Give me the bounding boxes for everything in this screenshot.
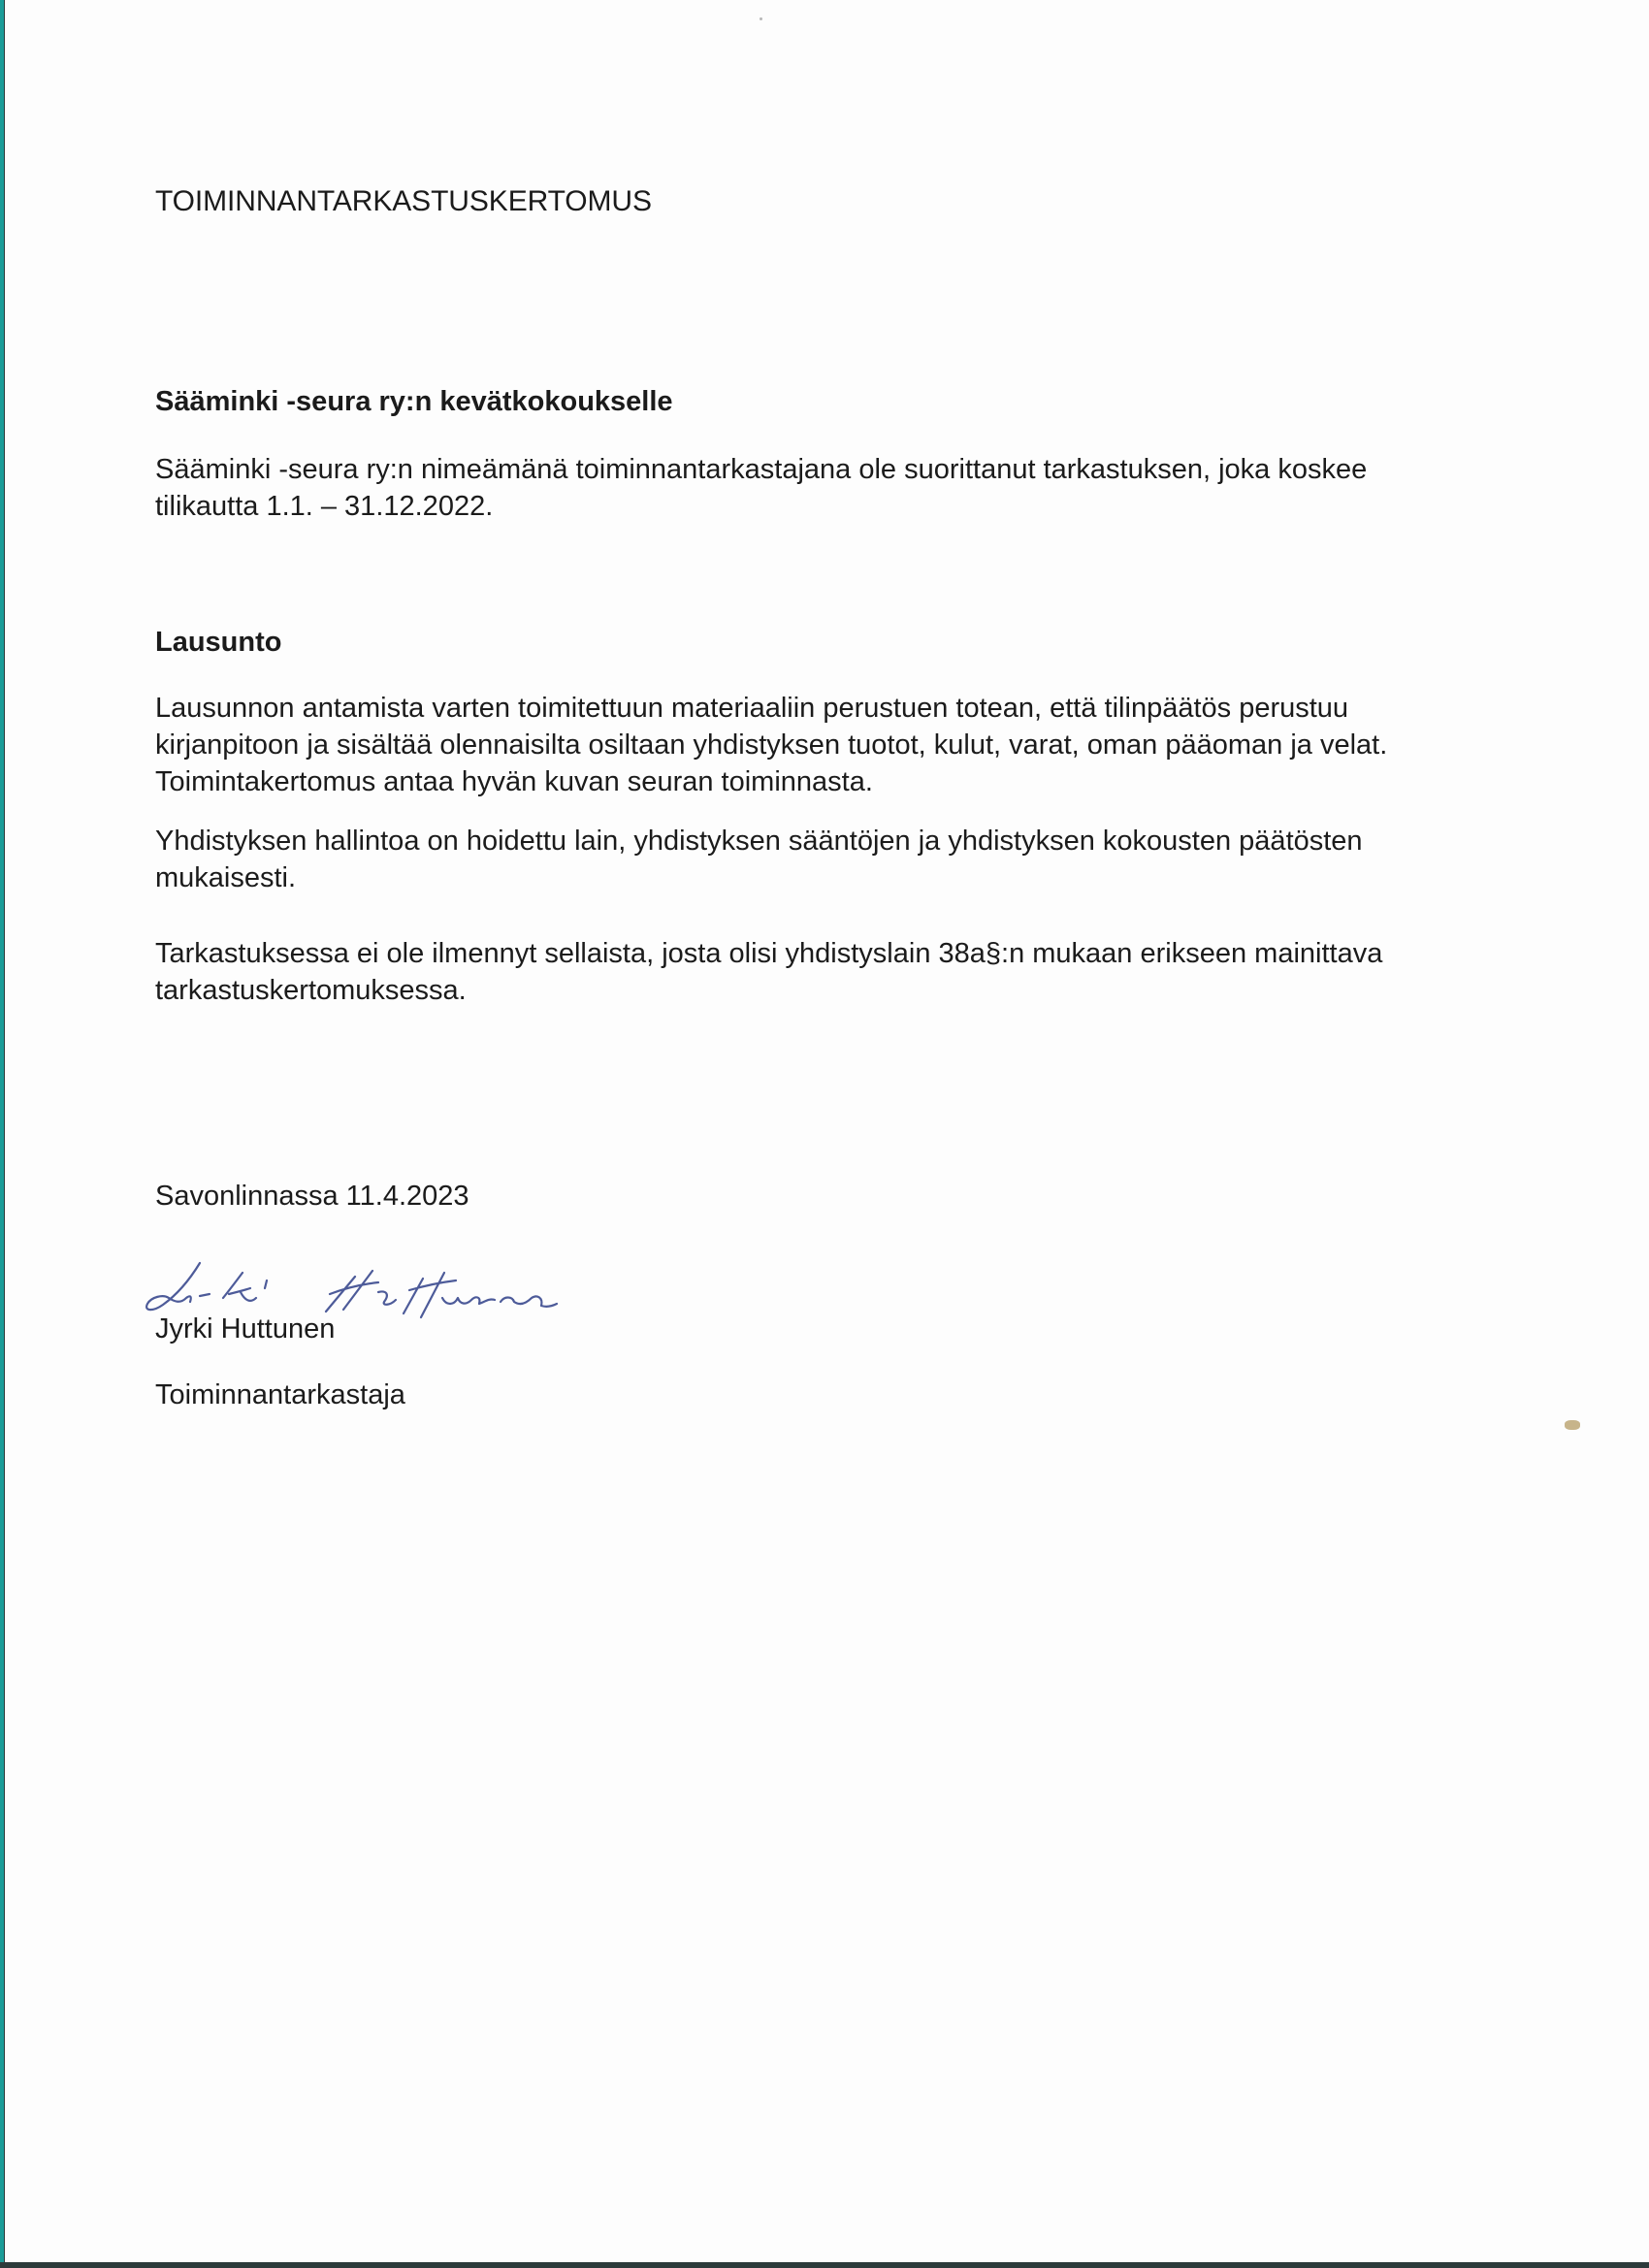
scan-edge-bottom: [0, 2262, 1649, 2268]
scan-edge-left: [0, 0, 5, 2268]
paragraph-line: tilikautta 1.1. – 31.12.2022.: [155, 491, 494, 522]
signature-stroke: [223, 1273, 256, 1301]
paragraph-line: mukaisesti.: [155, 862, 297, 893]
signature-stroke: [200, 1294, 210, 1296]
signature-stroke: [378, 1291, 396, 1304]
findings-paragraph: [155, 935, 1513, 1009]
paragraph-line: kirjanpitoon ja sisältää olennaisilta osiltaan yhdistyksen tuotot, kulut, varat, oman pääoman ja velat.: [155, 729, 1388, 761]
paragraph-line: Toimintakertomus antaa hyvän kuvan seuran toiminnasta.: [155, 766, 873, 797]
signature-stroke: [326, 1271, 378, 1312]
signer-name: Jyrki Huttunen: [155, 1313, 336, 1345]
paragraph-line: Lausunnon antamista varten toimitettuun materiaaliin perustuen totean, että tilinpäätös perustuu: [155, 693, 1349, 724]
signature-stroke: [146, 1263, 200, 1310]
signature-stroke: [501, 1296, 557, 1306]
intro-paragraph: [155, 451, 1513, 525]
document-title: TOIMINNANTARKASTUSKERTOMUS: [155, 185, 652, 217]
statement-paragraph: [155, 690, 1513, 800]
paragraph-line: Tarkastuksessa ei ole ilmennyt sellaista, josta olisi yhdistyslain 38a§:n mukaan erikseen mainittava: [155, 938, 1383, 969]
signature-stroke: [442, 1297, 495, 1304]
paper-speck: [1565, 1420, 1580, 1430]
paragraph-line: Sääminki -seura ry:n nimeämänä toiminnantarkastajana ole suorittanut tarkastuksen, joka koskee: [155, 454, 1368, 485]
recipient-heading: Sääminki -seura ry:n kevätkokoukselle: [155, 386, 673, 417]
paper-speck: [760, 17, 762, 20]
paragraph-line: tarkastuskertomuksessa.: [155, 975, 467, 1006]
signature-stroke: [265, 1280, 267, 1288]
place-and-date: Savonlinnassa 11.4.2023: [155, 1181, 469, 1212]
signer-role: Toiminnantarkastaja: [155, 1379, 405, 1410]
governance-paragraph: [155, 823, 1513, 896]
statement-heading: Lausunto: [155, 627, 282, 658]
paragraph-line: Yhdistyksen hallintoa on hoidettu lain, yhdistyksen sääntöjen ja yhdistyksen kokousten päätösten: [155, 826, 1363, 857]
